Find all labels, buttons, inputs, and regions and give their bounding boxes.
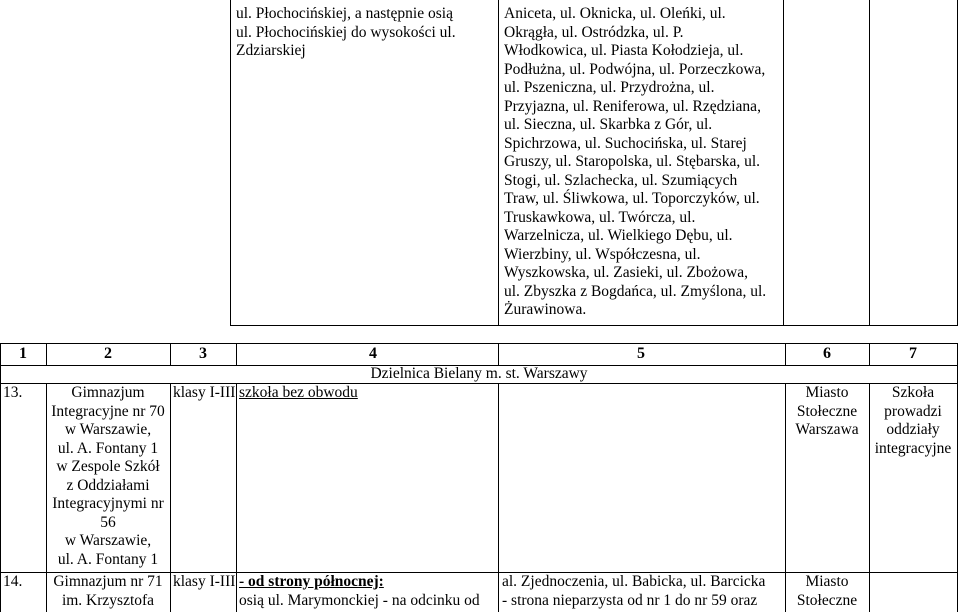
governing-authority: Miasto Stołeczne [796, 573, 858, 609]
top-boundary-text: ul. Płochocińskiej, a następnie osią ul. Płochocińskiej do wysokości ul. Zdziarskiej [236, 5, 456, 59]
streets-text: al. Zjednoczenia, ul. Babicka, ul. Barcicka - strona nieparzysta od nr 1 do nr 59 oraz [502, 573, 766, 609]
column-number: 4 [369, 345, 377, 362]
school-name: Gimnazjum nr 71 im. Krzysztofa [53, 573, 163, 609]
governing-authority: Miasto Stołeczne Warszawa [795, 384, 859, 438]
table-border [236, 383, 237, 612]
table-border [170, 343, 171, 365]
table-border [785, 343, 786, 365]
boundary-text: osią ul. Marymonckiej - na odcinku od [239, 591, 480, 609]
school-name: Gimnazjum Integracyjne nr 70 w Warszawie, ul. A. Fontany 1 w Zespole Szkół z Oddziałami Integracyjnymi nr 56 w Warszawie, ul. A. Fontany 1 [51, 384, 165, 568]
boundary-heading: - od strony północnej: [239, 573, 384, 590]
school-classes: klasy I-III [173, 573, 236, 590]
column-number: 2 [104, 345, 112, 362]
table-border [957, 0, 958, 326]
table-border [170, 383, 171, 612]
table-border [46, 343, 47, 365]
top-streets-text: Aniceta, ul. Oknicka, ul. Oleńki, ul. Okrągła, ul. Ostródzka, ul. P. Włodkowica, ul. Piasta Kołodzieja, ul. Podłużna, ul. Podwójna, ul. Porzeczkowa, ul. Pszeniczna, ul. Przydrożna, ul. Przyjazna, ul. Reniferowa, ul. Rzędziana, ul. Sieczna, ul. Skarbka z Gór, ul. Spichrzowa, ul. Suchocińska, ul. Starej Gruszy, ul. Staropolska, ul. Stębarska, ul. Stogi, ul. Szlachecka, ul. Szumiących Traw, ul. Śliwkowa, ul. Toporczyków, ul. Truskawkowa, ul. Twórcza, ul. Warzelnicza, ul. Wielkiego Dębu, ul. Wierzbiny, ul. Współczesna, ul. Wyszkowska, ul. Zasieki, ul. Zbożowa, ul. Zbyszka z Bogdańca, ul. Zmyślona, ul. Żurawinowa. [504, 5, 767, 318]
column-number: 3 [199, 345, 207, 362]
school-classes: klasy I-III [173, 384, 236, 401]
table-border [498, 0, 499, 326]
table-border [0, 343, 958, 344]
table-border [230, 0, 231, 326]
boundary-heading: szkoła bez obwodu [239, 384, 358, 401]
table-border [498, 343, 499, 365]
column-number: 7 [909, 345, 917, 362]
table-border [498, 383, 499, 612]
district-title: Dzielnica Bielany m. st. Warszawy [370, 365, 588, 382]
table-border [236, 343, 237, 365]
row-number: 13. [3, 384, 23, 401]
column-number: 1 [19, 345, 27, 362]
school-boundary [239, 573, 497, 610]
table-border [869, 343, 870, 365]
school-notes: Szkoła prowadzi oddziały integracyjne [874, 384, 952, 457]
table-border [230, 325, 958, 326]
school-boundary [239, 384, 358, 403]
row-number: 14. [3, 573, 23, 590]
column-number: 6 [823, 345, 831, 362]
table-border [869, 0, 870, 326]
column-number: 5 [637, 345, 645, 362]
